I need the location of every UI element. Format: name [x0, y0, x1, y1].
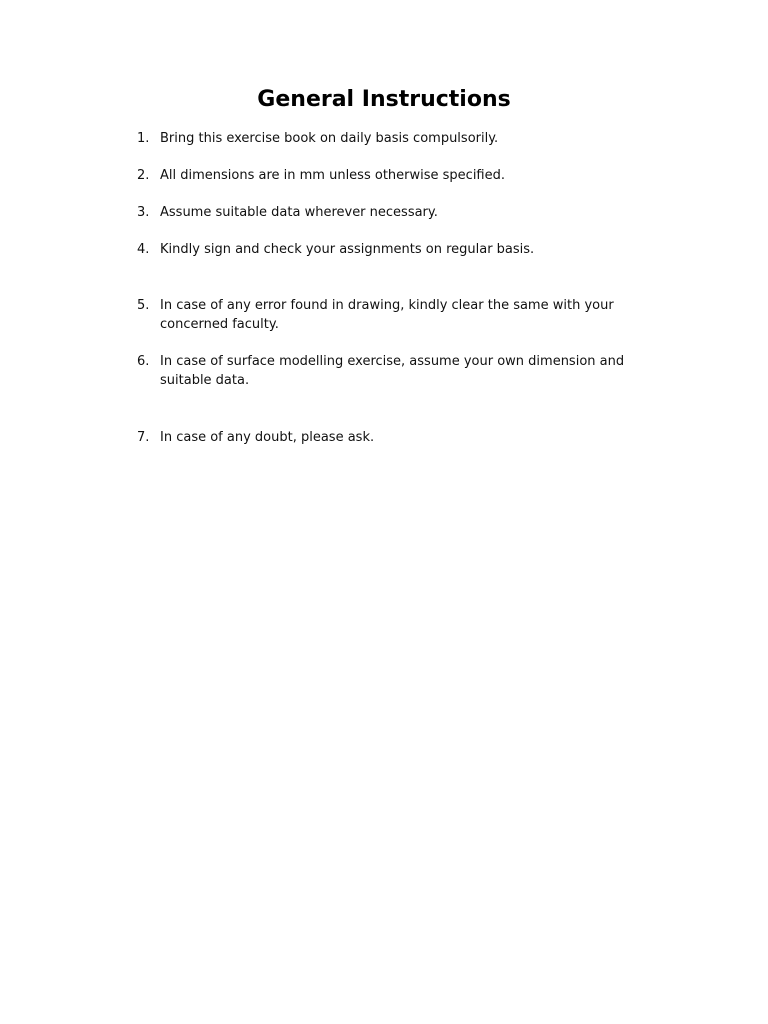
item-number: 1. — [137, 131, 150, 146]
item-text: In case of any error found in drawing, kindly clear the same with your concerned faculty. — [160, 298, 614, 332]
item-text: Bring this exercise book on daily basis compulsorily. — [160, 131, 499, 146]
list-item — [137, 428, 637, 447]
list-item — [137, 296, 637, 334]
item-text: In case of surface modelling exercise, assume your own dimension and suitable data. — [160, 354, 625, 388]
list-item — [137, 352, 637, 390]
list-item — [137, 240, 637, 259]
list-item — [137, 203, 637, 222]
item-text: All dimensions are in mm unless otherwise specified. — [160, 168, 505, 183]
item-number: 4. — [137, 242, 150, 257]
item-text: Assume suitable data wherever necessary. — [160, 205, 438, 220]
item-number: 5. — [137, 298, 150, 313]
item-number: 3. — [137, 205, 150, 220]
list-item — [137, 129, 637, 148]
item-number: 6. — [137, 354, 150, 369]
item-number: 7. — [137, 430, 150, 445]
item-text: Kindly sign and check your assignments on regular basis. — [160, 242, 535, 257]
item-text: In case of any doubt, please ask. — [160, 430, 375, 445]
list-item — [137, 166, 637, 185]
page-title: General Instructions — [257, 87, 511, 112]
item-number: 2. — [137, 168, 150, 183]
